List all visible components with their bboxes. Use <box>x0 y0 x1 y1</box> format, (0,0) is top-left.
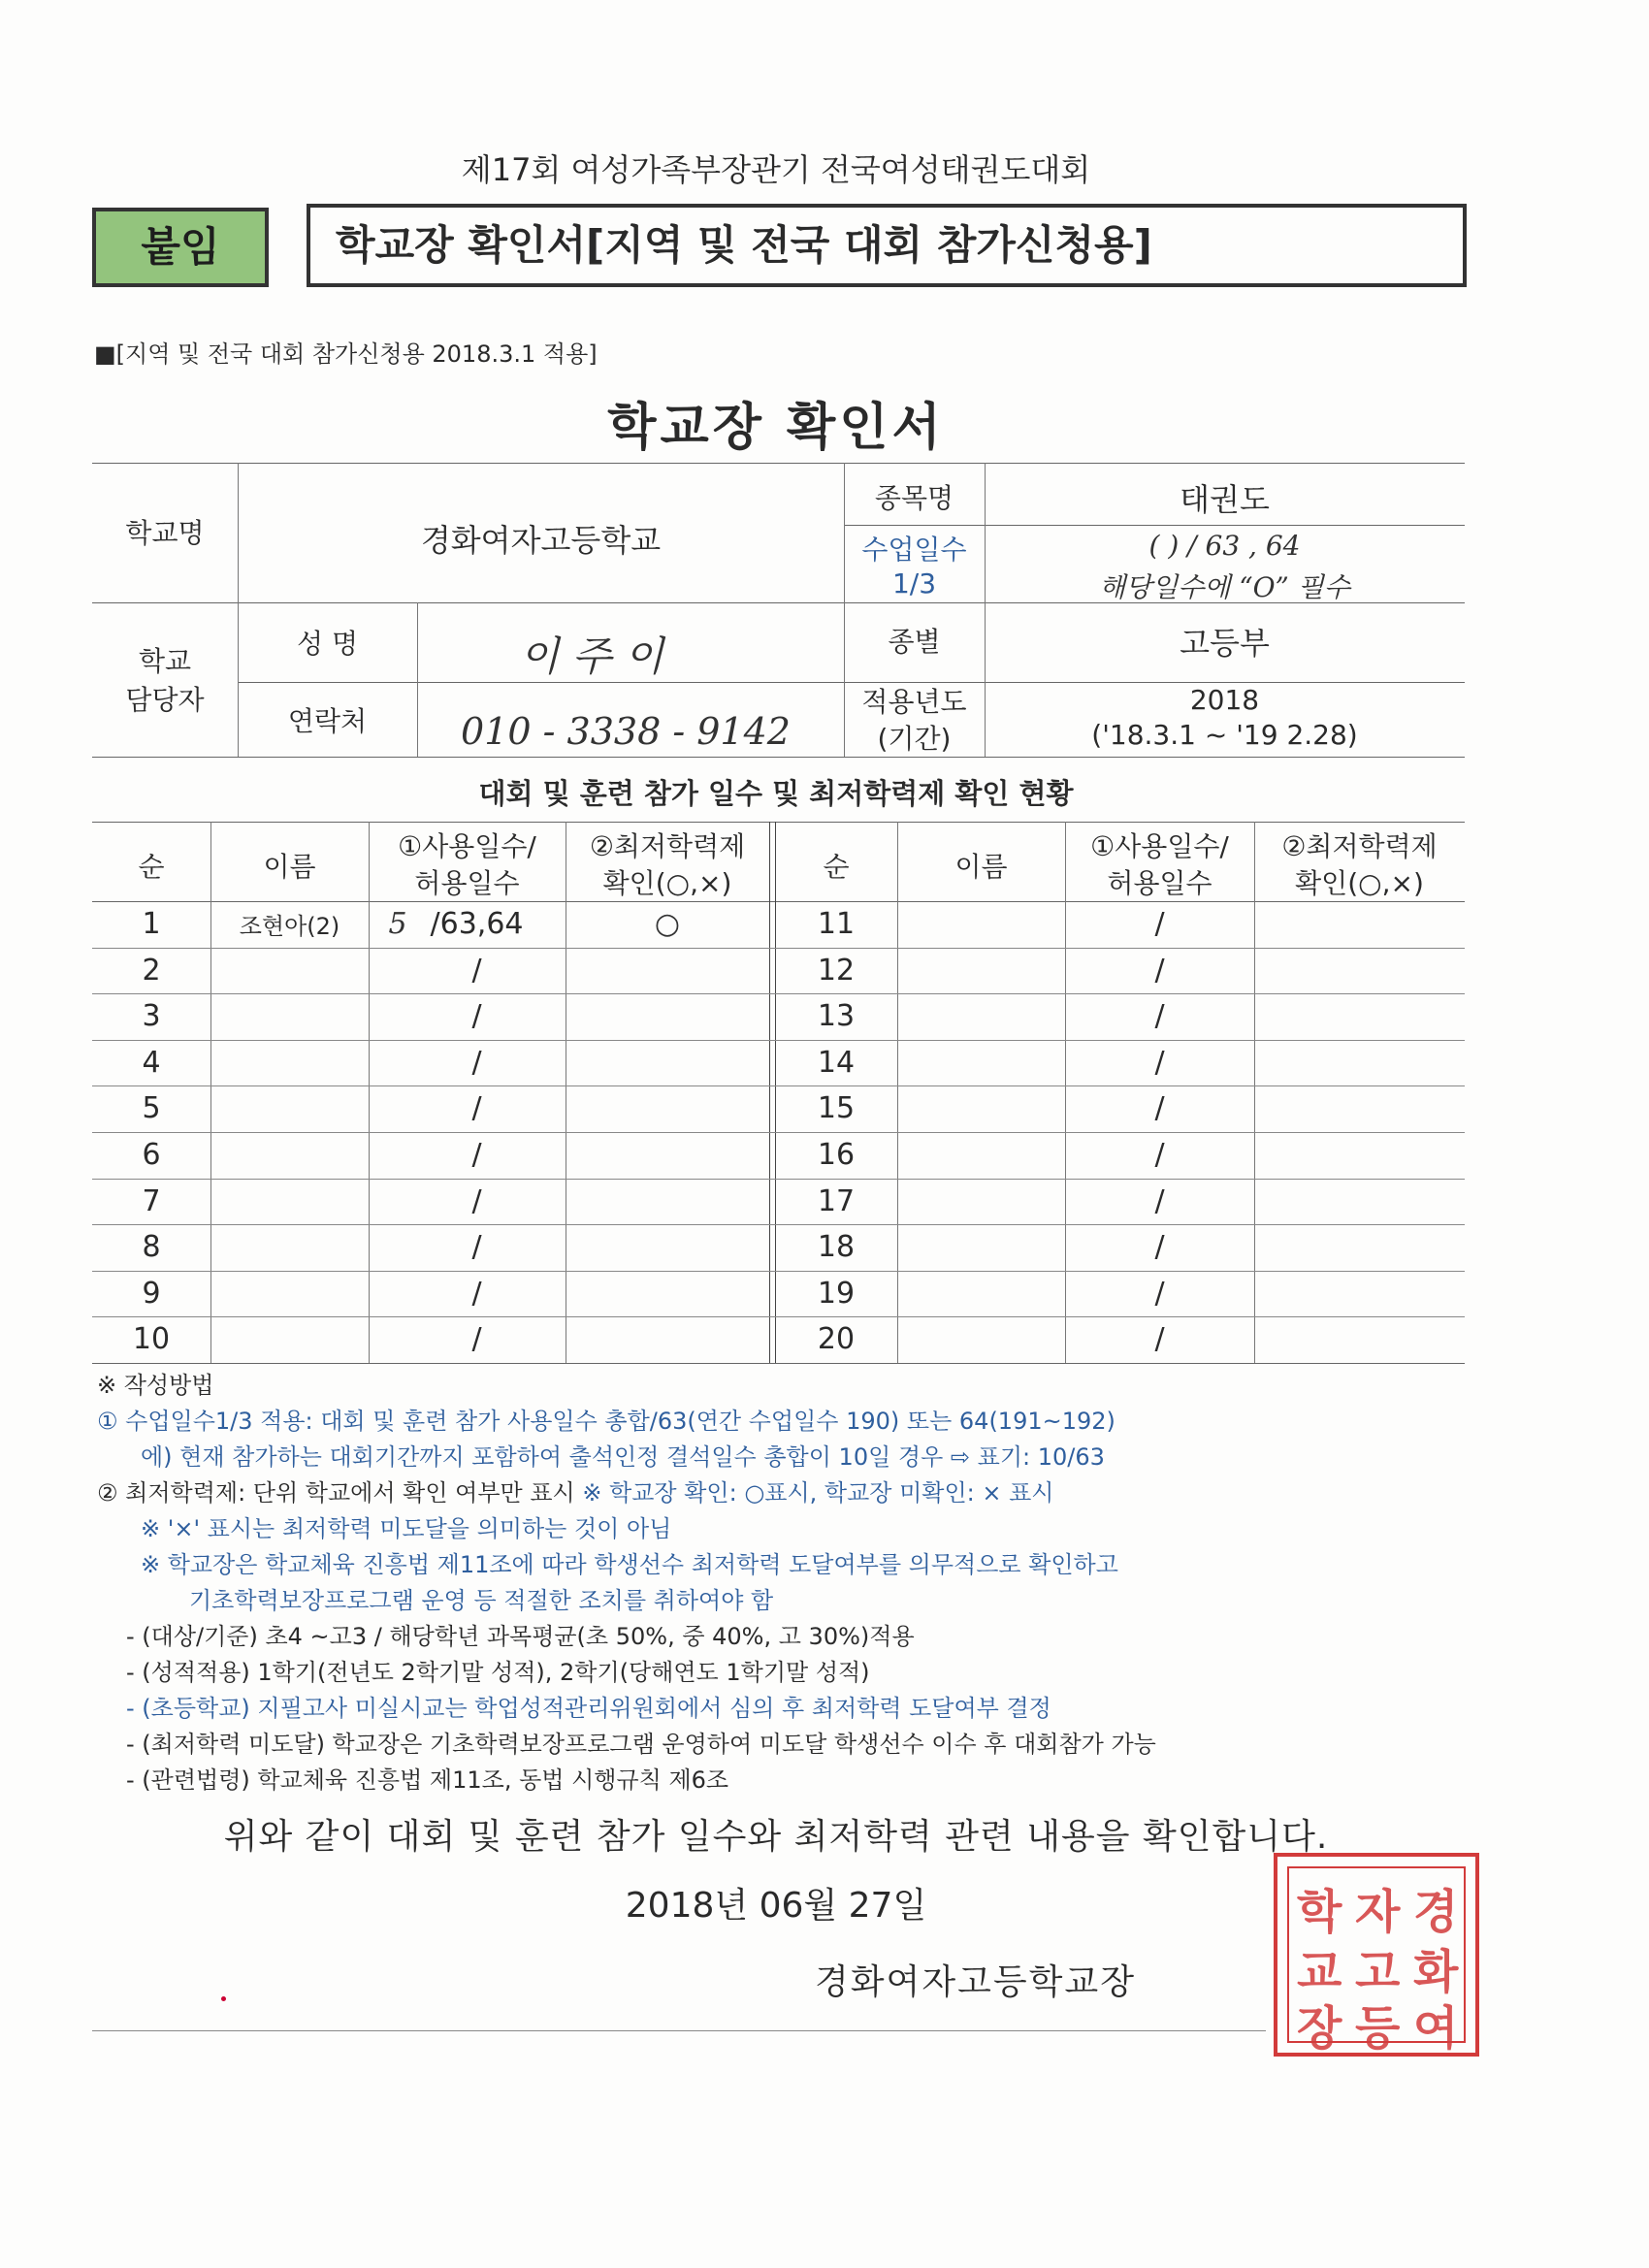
seal-glyph: 학 <box>1297 1885 1342 1939</box>
row-allowed-days: / <box>471 1230 482 1264</box>
seal-glyph: 자 <box>1355 1885 1401 1939</box>
year-value-1: 2018 <box>1189 684 1260 716</box>
row-divider <box>92 1132 1465 1133</box>
method-line-9: - (초등학교) 지필고사 미실시교는 학업성적관리위원회에서 심의 후 최저학력 도달여부 결정 <box>126 1695 1051 1722</box>
row-number-right: 20 <box>817 1322 856 1356</box>
status-title: 대회 및 훈련 참가 일수 및 최저학력제 확인 현황 <box>478 777 1074 810</box>
method-line-2: 에) 현재 참가하는 대회기간까지 포함하여 출석인정 결석일수 총합이 10일 경우 ⇨ 표기: 10/63 <box>141 1443 1105 1471</box>
col-check-2: 확인(○,×) <box>602 867 732 899</box>
seal-glyph: 화 <box>1413 1945 1459 1999</box>
row-allowed-days: / <box>471 1184 482 1218</box>
seal-glyph: 교 <box>1297 1945 1342 1999</box>
col-check-1: ②최저학력제 <box>589 830 746 862</box>
division-label: 종별 <box>888 626 941 658</box>
method-line-3a: ② 최저학력제: 단위 학교에서 확인 여부만 표시 <box>97 1479 583 1507</box>
col-no: 순 <box>138 851 165 883</box>
row-number-right: 16 <box>817 1138 856 1172</box>
row-divider <box>92 1040 1465 1041</box>
event-title: 제17회 여성가족부장관기 전국여성태권도대회 <box>461 151 1091 188</box>
col-days-right-2: 허용일수 <box>1107 867 1212 899</box>
method-line-7: - (대상/기준) 초4 ~고3 / 해당학년 과목평균(초 50%, 중 40%, 고 30%)적용 <box>126 1623 915 1650</box>
row-divider <box>92 1085 1465 1086</box>
row-allowed-days-right: / <box>1154 1091 1165 1125</box>
seal-glyph: 여 <box>1413 2001 1459 2056</box>
method-heading: ※ 작성방법 <box>97 1372 214 1399</box>
row-number: 6 <box>142 1138 161 1172</box>
days-label-2: 1/3 <box>891 567 937 599</box>
col-days-2: 허용일수 <box>414 867 520 899</box>
sport-value: 태권도 <box>1180 481 1270 518</box>
seal-glyph: 장 <box>1297 2001 1342 2056</box>
row-allowed-days-right: / <box>1154 999 1165 1033</box>
seal-glyph: 등 <box>1355 2001 1401 2056</box>
row-allowed-days: / <box>471 1277 482 1311</box>
sport-label: 종목명 <box>874 482 954 514</box>
row-number: 10 <box>132 1322 171 1356</box>
row-number-right: 11 <box>817 907 856 941</box>
seal-glyph: 경 <box>1413 1885 1459 1939</box>
days-value-1: ( ) / 63 , 64 <box>1148 530 1301 562</box>
row-allowed-days-right: / <box>1154 1046 1165 1080</box>
row-number-right: 18 <box>817 1230 856 1264</box>
col-check-right-1: ②최저학력제 <box>1281 830 1438 862</box>
method-line-5: ※ 학교장은 학교체육 진흥법 제11조에 따라 학생선수 최저학력 도달여부를 의무적으로 확인하고 <box>141 1551 1118 1578</box>
row-divider <box>92 948 1465 949</box>
method-line-3 <box>97 1475 1053 1511</box>
school-seal <box>1274 1853 1479 2057</box>
confirm-date: 2018년 06월 27일 <box>625 1886 927 1926</box>
school-label: 학교명 <box>125 517 205 549</box>
row-allowed-days: / <box>471 1091 482 1125</box>
row-allowed-days: / <box>471 1046 482 1080</box>
row-allowed-days-right: / <box>1154 1230 1165 1264</box>
row-number: 1 <box>142 907 161 941</box>
ink-dot <box>221 1996 226 2001</box>
row-allowed-days-right: / <box>1154 954 1165 988</box>
row-number: 5 <box>142 1091 161 1125</box>
col-name-right: 이름 <box>954 851 1008 883</box>
signer-name: 경화여자고등학교장 <box>815 1962 1136 2002</box>
year-value-2: ('18.3.1 ~ '19 2.28) <box>1091 719 1358 751</box>
row-number-right: 14 <box>817 1046 856 1080</box>
method-line-6: 기초학력보장프로그램 운영 등 적절한 조치를 취하여야 함 <box>189 1587 774 1614</box>
row-divider <box>92 1179 1465 1180</box>
row-allowed-days-right: / <box>1154 1277 1165 1311</box>
division-value: 고등부 <box>1180 625 1270 662</box>
row-allowed-days: / <box>471 1322 482 1356</box>
year-label-2: (기간) <box>877 723 952 755</box>
school-value: 경화여자고등학교 <box>420 522 662 559</box>
row-number-right: 17 <box>817 1184 856 1218</box>
row-number-right: 19 <box>817 1277 856 1311</box>
row-number: 7 <box>142 1184 161 1218</box>
confirm-statement: 위와 같이 대회 및 훈련 참가 일수와 최저학력 관련 내용을 확인합니다. <box>223 1817 1329 1857</box>
col-days-right-1: ①사용일수/ <box>1090 830 1229 862</box>
row-number: 2 <box>142 954 161 988</box>
row-allowed-days-right: / <box>1154 1184 1165 1218</box>
method-line-1: ① 수업일수1/3 적용: 대회 및 훈련 참가 사용일수 총합/63(연간 수업일수 190) 또는 64(191~192) <box>97 1408 1116 1435</box>
method-line-8: - (성적적용) 1학기(전년도 2학기말 성적), 2학기(당해연도 1학기말 성적) <box>126 1659 870 1686</box>
col-no-right: 순 <box>823 851 850 883</box>
method-line-4: ※ '×' 표시는 최저학력 미도달을 의미하는 것이 아님 <box>141 1515 672 1542</box>
row-number-right: 15 <box>817 1091 856 1125</box>
col-name: 이름 <box>263 851 316 883</box>
row-allowed-days-right: / <box>1154 907 1165 941</box>
row-name: 조현아(2) <box>239 913 340 940</box>
row-allowed-days-right: / <box>1154 1138 1165 1172</box>
row-allowed-days: /63,64 <box>430 907 524 941</box>
method-line-10: - (최저학력 미도달) 학교장은 기초학력보장프로그램 운영하여 미도달 학생선수 이수 후 대회참가 가능 <box>126 1731 1156 1758</box>
row-number: 3 <box>142 999 161 1033</box>
staff-label-2: 담당자 <box>125 684 205 716</box>
year-label-1: 적용년도 <box>861 686 967 718</box>
footer-line <box>92 2030 1266 2031</box>
staff-label-1: 학교 <box>138 645 192 677</box>
row-number: 4 <box>142 1046 161 1080</box>
days-label-1: 수업일수 <box>861 534 967 566</box>
row-number: 8 <box>142 1230 161 1264</box>
row-divider <box>92 993 1465 994</box>
method-line-3b: ※ 학교장 확인: ○표시, 학교장 미확인: × 표시 <box>582 1479 1054 1507</box>
row-divider <box>92 1271 1465 1272</box>
col-days-1: ①사용일수/ <box>398 830 536 862</box>
document-title: 학교장 확인서 <box>607 399 945 457</box>
seal-glyph: 고 <box>1355 1945 1401 1999</box>
row-used-days: 5 <box>388 907 407 941</box>
attachment-badge: 붙임 <box>92 208 269 287</box>
row-allowed-days: / <box>471 999 482 1033</box>
row-number: 9 <box>142 1277 161 1311</box>
name-label: 성 명 <box>297 628 358 660</box>
form-title: 학교장 확인서[지역 및 전국 대회 참가신청용] <box>307 204 1467 287</box>
col-check-right-2: 확인(○,×) <box>1295 867 1424 899</box>
contact-label: 연락처 <box>287 705 368 737</box>
row-allowed-days: / <box>471 954 482 988</box>
name-value: 이 주 이 <box>519 632 664 680</box>
method-line-11: - (관련법령) 학교체육 진흥법 제11조, 동법 시행규칙 제6조 <box>126 1766 729 1794</box>
days-value-2: 해당일수에 “O” 필수 <box>1099 571 1350 603</box>
row-allowed-days: / <box>471 1138 482 1172</box>
row-check: ○ <box>654 907 681 941</box>
row-divider <box>92 1224 1465 1225</box>
contact-value: 010 - 3338 - 9142 <box>461 710 791 753</box>
row-divider <box>92 1316 1465 1317</box>
row-allowed-days-right: / <box>1154 1322 1165 1356</box>
applies-note: ■[지역 및 전국 대회 참가신청용 2018.3.1 적용] <box>94 340 598 368</box>
row-number-right: 13 <box>817 999 856 1033</box>
row-number-right: 12 <box>817 954 856 988</box>
